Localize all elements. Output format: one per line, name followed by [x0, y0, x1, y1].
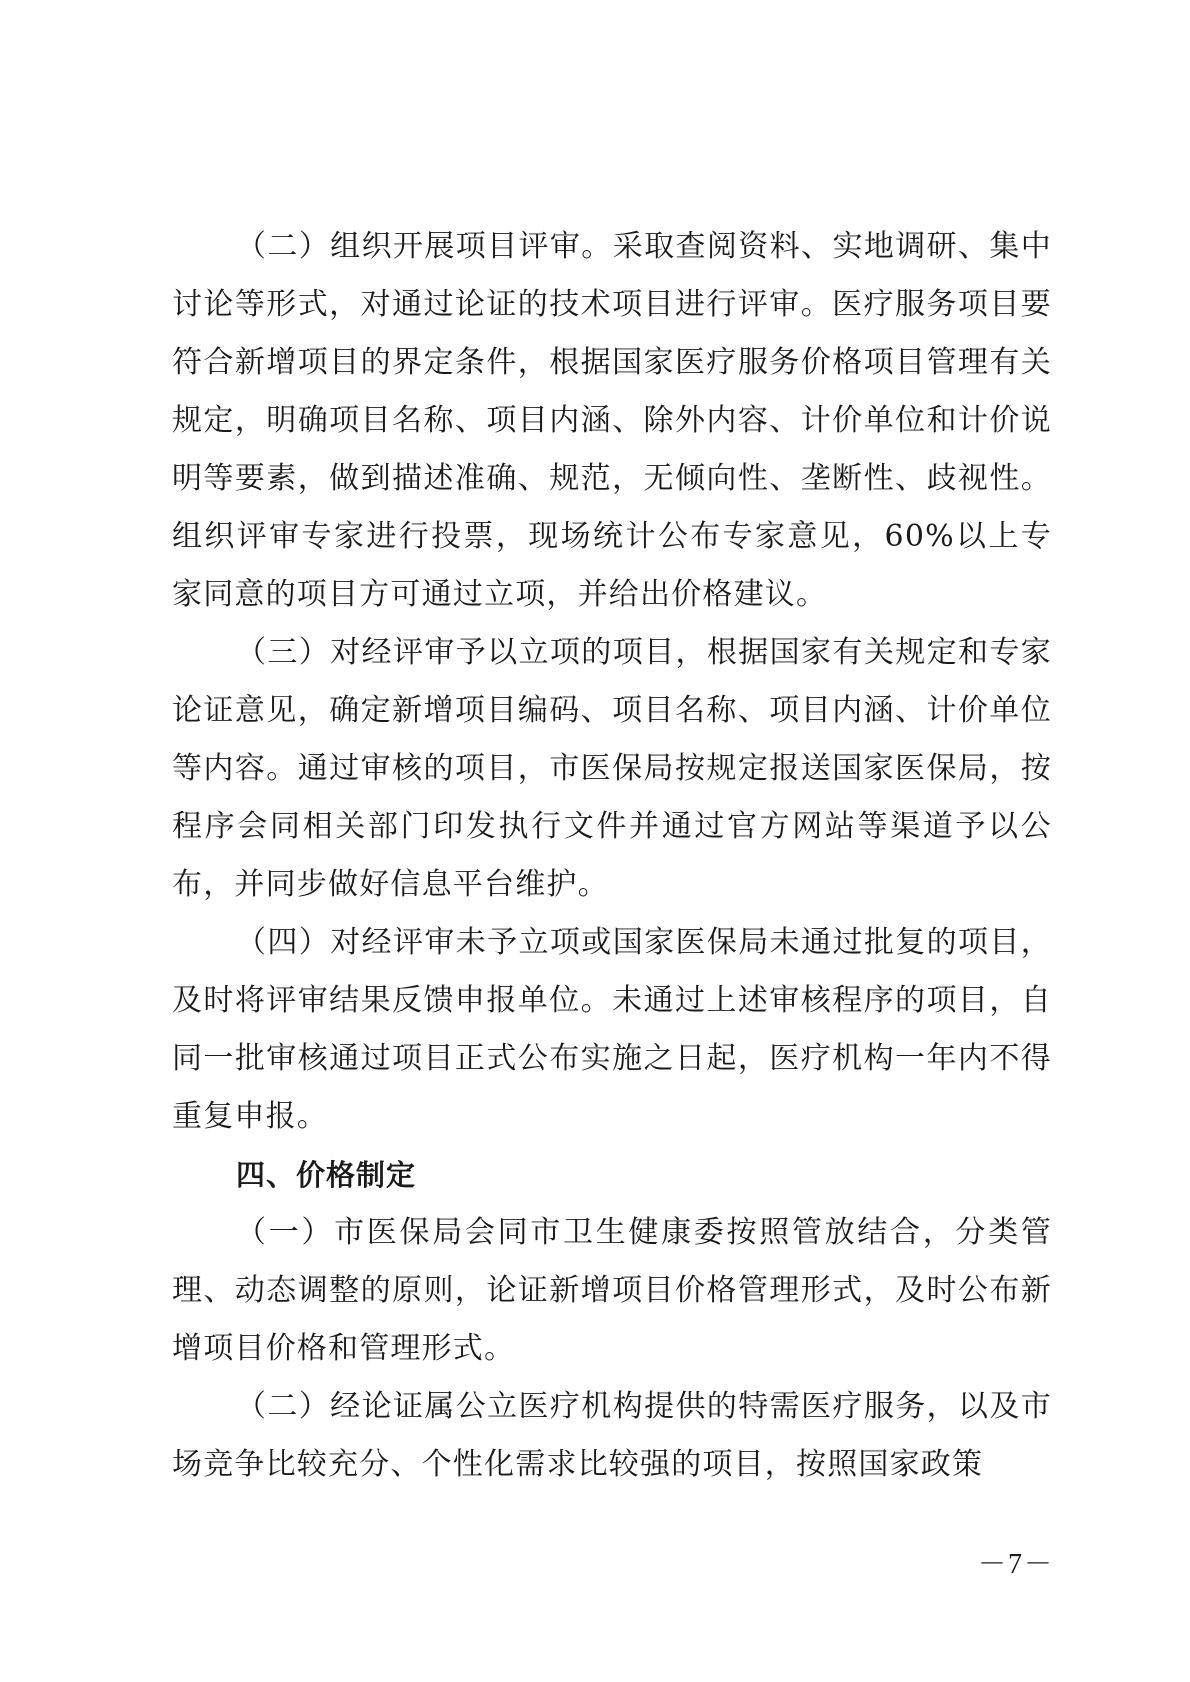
paragraph-special-services: （二）经论证属公立医疗机构提供的特需医疗服务，以及市场竞争比较充分、个性化需求比较强的项目，按照国家政策 [172, 1389, 1052, 1482]
paragraph-price-management: （一）市医保局会同市卫生健康委按照管放结合，分类管理、动态调整的原则，论证新增项目价格管理形式，及时公布新增项目价格和管理形式。 [172, 1215, 1052, 1366]
page-number: －7－ [977, 1549, 1054, 1580]
paragraph-review-organization: （二）组织开展项目评审。采取查阅资料、实地调研、集中讨论等形式，对通过论证的技术项目进行评审。医疗服务项目要符合新增项目的界定条件，根据国家医疗服务价格项目管理有关规定，明确项目名称、项目内涵、除外内容、计价单位和计价说明等要素，做到描述准确、规范，无倾向性、垄断性、歧视性。组织评审专家进行投票，现场统计公布专家意见，60%以上专家同意的项目方可通过立项，并给出价格建议。 [172, 229, 1052, 612]
paragraph-approved-projects: （三）对经评审予以立项的项目，根据国家有关规定和专家论证意见，确定新增项目编码、项目名称、项目内涵、计价单位等内容。通过审核的项目，市医保局按规定报送国家医保局，按程序会同相关部门印发执行文件并通过官方网站等渠道予以公布，并同步做好信息平台维护。 [172, 635, 1052, 902]
section-heading-price-setting: 四、价格制定 [236, 1158, 417, 1192]
document-body [172, 218, 1052, 1494]
paragraph-rejected-projects: （四）对经评审未予立项或国家医保局未通过批复的项目，及时将评审结果反馈申报单位。未通过上述审核程序的项目，自同一批审核通过项目正式公布实施之日起，医疗机构一年内不得重复申报。 [172, 925, 1052, 1134]
